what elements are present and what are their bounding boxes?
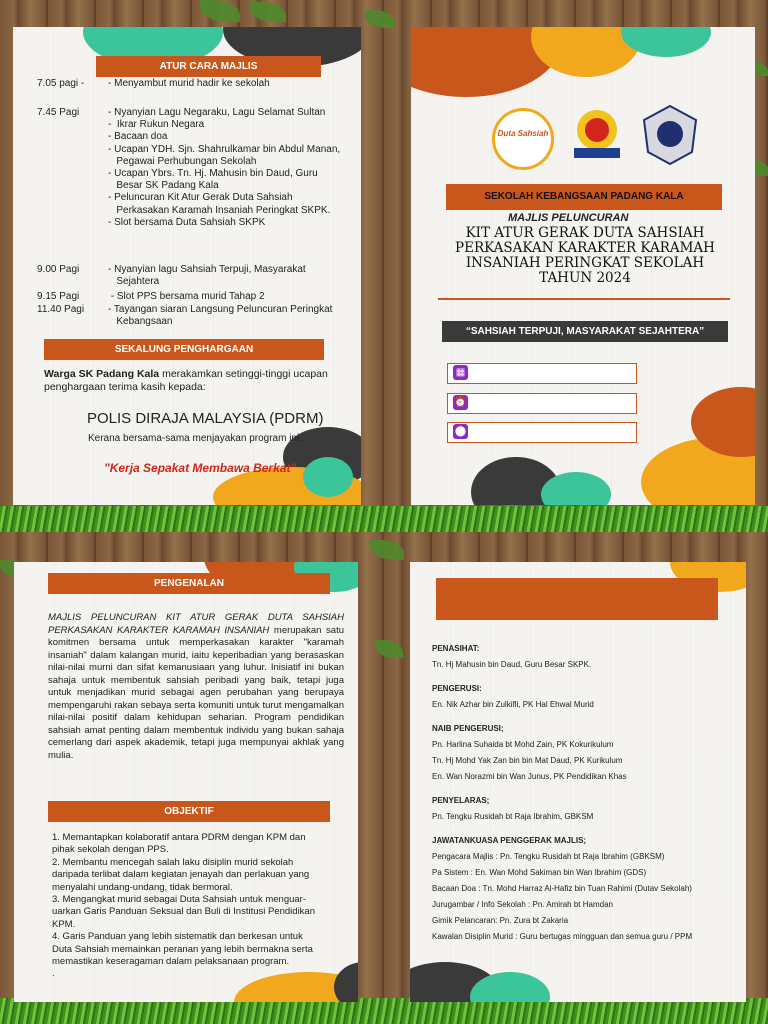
intro-line: merupakan xyxy=(269,624,327,636)
section-spacer xyxy=(432,948,742,956)
calendar-icon: ▦ xyxy=(453,365,468,380)
intro-italic-2: PERKASAKAN KARAKTER KARAMAH INSANIAH xyxy=(48,624,270,636)
objective-line: KPM. xyxy=(52,918,76,930)
schedule-time: 9.15 Pagi xyxy=(37,291,80,302)
intro-line: sahaja cemerlang dari aspek akademik, tetapi juga xyxy=(48,724,344,748)
committee-member: En. Wan Norazmi bin Wan Junus, PK Pendidikan Khas xyxy=(432,772,627,781)
intro-line: luhur. Inisiatif ini bukan sahaja untuk membentuk sahsiah xyxy=(48,662,344,686)
motto: "Kerja Sepakat Membawa Berkat" xyxy=(104,461,297,475)
intro-line: positif dalam kehidupan seharian. Program pendidikan xyxy=(92,712,344,723)
committee-heading: PENYELARAS; xyxy=(432,796,490,805)
recipient-note: Kerana bersama-sama menjayakan program ini. xyxy=(88,433,302,444)
slogan: “SAHSIAH TERPUJI, MASYARAKAT SEJAHTERA” xyxy=(442,321,728,342)
award-text xyxy=(44,368,344,394)
blank-title-bar xyxy=(436,578,718,620)
section-spacer xyxy=(432,828,742,836)
teal-blob xyxy=(303,457,353,497)
schedule-time: 11.40 Pagi xyxy=(37,304,85,315)
intro-paragraph xyxy=(48,612,344,762)
committee-member: Pn. Tengku Rusidah bt Raja Ibrahim, GBKSM xyxy=(432,812,594,821)
schedule-line: - Ucapan YDH. Sjn. Shahrulkamar bin Abdul Manan, xyxy=(108,143,341,155)
vine-leaf xyxy=(370,540,404,560)
grass-strip xyxy=(0,506,768,532)
schedule-line: Pegawai Perhubungan Sekolah xyxy=(108,155,257,167)
award-lead: Warga SK Padang Kala xyxy=(44,368,160,380)
schedule-line: Sejahtera xyxy=(108,276,160,288)
intro-italic-1: MAJLIS PELUNCURAN KIT ATUR GERAK DUTA SAHSIAH xyxy=(48,612,344,623)
event-title xyxy=(440,226,730,286)
intro-line: mempunyai akhlak yang mulia. xyxy=(48,737,344,761)
committee-member: Pa Sistem : En. Wan Mohd Sakiman bin Wan Ibrahim (GDS) xyxy=(432,868,647,877)
intro-line: "karamah insaniah" dalam kalangan murid, iaitu keperibadian xyxy=(48,637,344,661)
award-text-2: penghargaan terima kasih kepada: xyxy=(44,381,206,393)
location-field xyxy=(447,422,637,443)
logo-text: Duta Sahsiah xyxy=(497,129,549,138)
duta-sahsiah-logo xyxy=(492,108,554,170)
objective-line: pihak sekolah dengan PPS. xyxy=(52,844,169,856)
alarm-clock-icon: ⏰ xyxy=(454,397,467,408)
title-line: TAHUN 2024 xyxy=(539,270,631,286)
committee-heading: NAIB PENGERUSI; xyxy=(432,724,504,733)
committee-list xyxy=(432,644,742,956)
schedule-line: - Tayangan siaran Langsung Peluncuran Peringkat xyxy=(108,304,333,315)
intro-line: sebaya serta komuniti untuk turut mengamalkan nilai-nilai xyxy=(48,699,344,723)
committee-heading: PENASIHAT: xyxy=(432,644,480,653)
objective-line: Duta Sahsiah memainkan peranan yang lebih bermakna serta xyxy=(52,943,313,955)
intro-line: sebagai agen perubahan yang berupaya mempengaruhi rakan xyxy=(48,687,344,711)
intro-line: peribadi yang baik, tetapi juga untuk menjadikan murid xyxy=(48,674,344,698)
teal-blob xyxy=(541,472,611,505)
objective-line: 1. Memantapkan kolaboratif antara PDRM dengan KPM dan xyxy=(52,832,306,843)
schedule-line: - Slot PPS bersama murid Tahap 2 xyxy=(108,291,265,302)
committee-member: Kawalan Disiplin Murid : Guru bertugas mingguan dan semua guru / PPM xyxy=(432,932,693,941)
intro-line: satu komitmen bersama untuk memperkasakan karakter xyxy=(48,624,345,648)
title-line: KIT ATUR GERAK DUTA SAHSIAH xyxy=(465,225,705,241)
objektif-header: OBJEKTIF xyxy=(48,801,330,822)
committee-member: Pengacara Majlis : Pn. Tengku Rusidah bt Raja Ibrahim (GBKSM) xyxy=(432,852,665,861)
schedule-line: Besar SK Padang Kala xyxy=(108,180,219,192)
kpm-crest-icon xyxy=(566,104,628,166)
committee-member: Jurugambar / Info Sekolah : Pn. Amirah bt Hamdan xyxy=(432,900,613,909)
objective-line: . xyxy=(52,968,55,980)
committee-member: En. Nik Azhar bin Zulkifli, PK Hal Ehwal Murid xyxy=(432,700,594,709)
majlis-label: MAJLIS PELUNCURAN xyxy=(508,212,629,224)
committee-heading: PENGERUSI: xyxy=(432,684,482,693)
schedule-line: - Peluncuran Kit Atur Gerak Duta Sahsiah xyxy=(108,192,293,204)
school-header: SEKOLAH KEBANGSAAN PADANG KALA xyxy=(446,184,722,210)
time-field xyxy=(447,393,637,414)
committee-member: Bacaan Doa : Tn. Mohd Harraz Al-Hafiz bin Tuan Rahimi (Dutav Sekolah) xyxy=(432,884,692,893)
objective-list xyxy=(52,832,352,981)
objective-line: daripada terlibat dalam kegiatan jenayah dan perlakuan yang xyxy=(52,869,310,881)
committee-member: Tn. Hj Mahusin bin Daud, Guru Besar SKPK. xyxy=(432,660,592,669)
location-pin-icon: ⬤ xyxy=(454,426,467,437)
schedule-time: 7.05 pagi - xyxy=(37,78,85,89)
schedule-time: 7.45 Pagi xyxy=(37,107,80,118)
date-field xyxy=(447,363,637,384)
section-spacer xyxy=(432,676,742,684)
schedule-line: Perkasakan Karamah Insaniah Peringkat SKPK. xyxy=(108,204,331,216)
atur-cara-header: ATUR CARA MAJLIS xyxy=(96,56,321,77)
award-text-1: merakamkan setinggi-tinggi ucapan xyxy=(159,368,328,380)
objective-line: 3. Mengangkat murid sebagai Duta Sahsiah untuk menguar- xyxy=(52,894,307,906)
objective-line: uarkan Garis Panduan Seksual dan Buli di Institusi Pendidikan xyxy=(52,906,315,918)
objective-line: 4. Garis Panduan yang lebih sistematik dan berkesan untuk xyxy=(52,931,303,943)
schedule-line: - Menyambut murid hadir ke sekolah xyxy=(108,78,270,89)
schedule-line: - Slot bersama Duta Sahsiah SKPK xyxy=(108,216,266,228)
title-line: PERKASAKAN KARAKTER KARAMAH xyxy=(455,240,715,256)
title-rule xyxy=(438,298,730,300)
committee-member: Tn. Hj Mohd Yak Zan bin bin Mat Daud, PK Kurikulum xyxy=(432,756,623,765)
vine-leaf xyxy=(250,2,286,22)
section-spacer xyxy=(432,788,742,796)
schedule-line: - Ucapan Ybrs. Tn. Hj. Mahusin bin Daud, Guru xyxy=(108,168,318,179)
committee-heading: JAWATANKUASA PENGGERAK MAJLIS; xyxy=(432,836,587,845)
intro-line: sahsiah amat penting dalam membentuk individu yang bukan xyxy=(48,724,316,736)
objective-line: 2. Membantu mencegah salah laku disiplin murid sekolah xyxy=(52,856,294,868)
penghargaan-header: SEKALUNG PENGHARGAAN xyxy=(44,339,324,360)
committee-member: Gimik Pelancaran: Pn. Zura bt Zakaria xyxy=(432,916,569,925)
objective-line: memastikan keseragaman dalam pelaksanaan program. xyxy=(52,956,290,968)
schedule-line: - Ikrar Rukun Negara xyxy=(108,119,205,131)
schedule-line: - Nyanyian Lagu Negaraku, Lagu Selamat Sultan xyxy=(108,107,326,118)
title-line: INSANIAH PERINGKAT SEKOLAH xyxy=(465,255,705,271)
intro-line: yang berasaskan nilai-nilai murni dan sifat kemanusiaan yang xyxy=(48,649,344,673)
schedule-time: 9.00 Pagi xyxy=(37,264,80,275)
pdrm-badge-icon xyxy=(640,104,700,166)
recipient: POLIS DIRAJA MALAYSIA (PDRM) xyxy=(87,410,324,427)
schedule-line: - Bacaan doa xyxy=(108,131,168,143)
committee-member: Pn. Harlina Suhaida bt Mohd Zain, PK Kokurikulum xyxy=(432,740,614,749)
schedule-line: Kebangsaan xyxy=(108,316,173,328)
section-spacer xyxy=(432,716,742,724)
schedule-line: - Nyanyian lagu Sahsiah Terpuji, Masyarakat xyxy=(108,264,306,275)
vine-leaf xyxy=(200,0,240,22)
objective-line: menyalahi undang-undang, tidak bermoral. xyxy=(52,881,233,893)
pengenalan-header: PENGENALAN xyxy=(48,573,330,594)
vine-leaf xyxy=(375,640,403,658)
vine-leaf xyxy=(365,10,395,28)
